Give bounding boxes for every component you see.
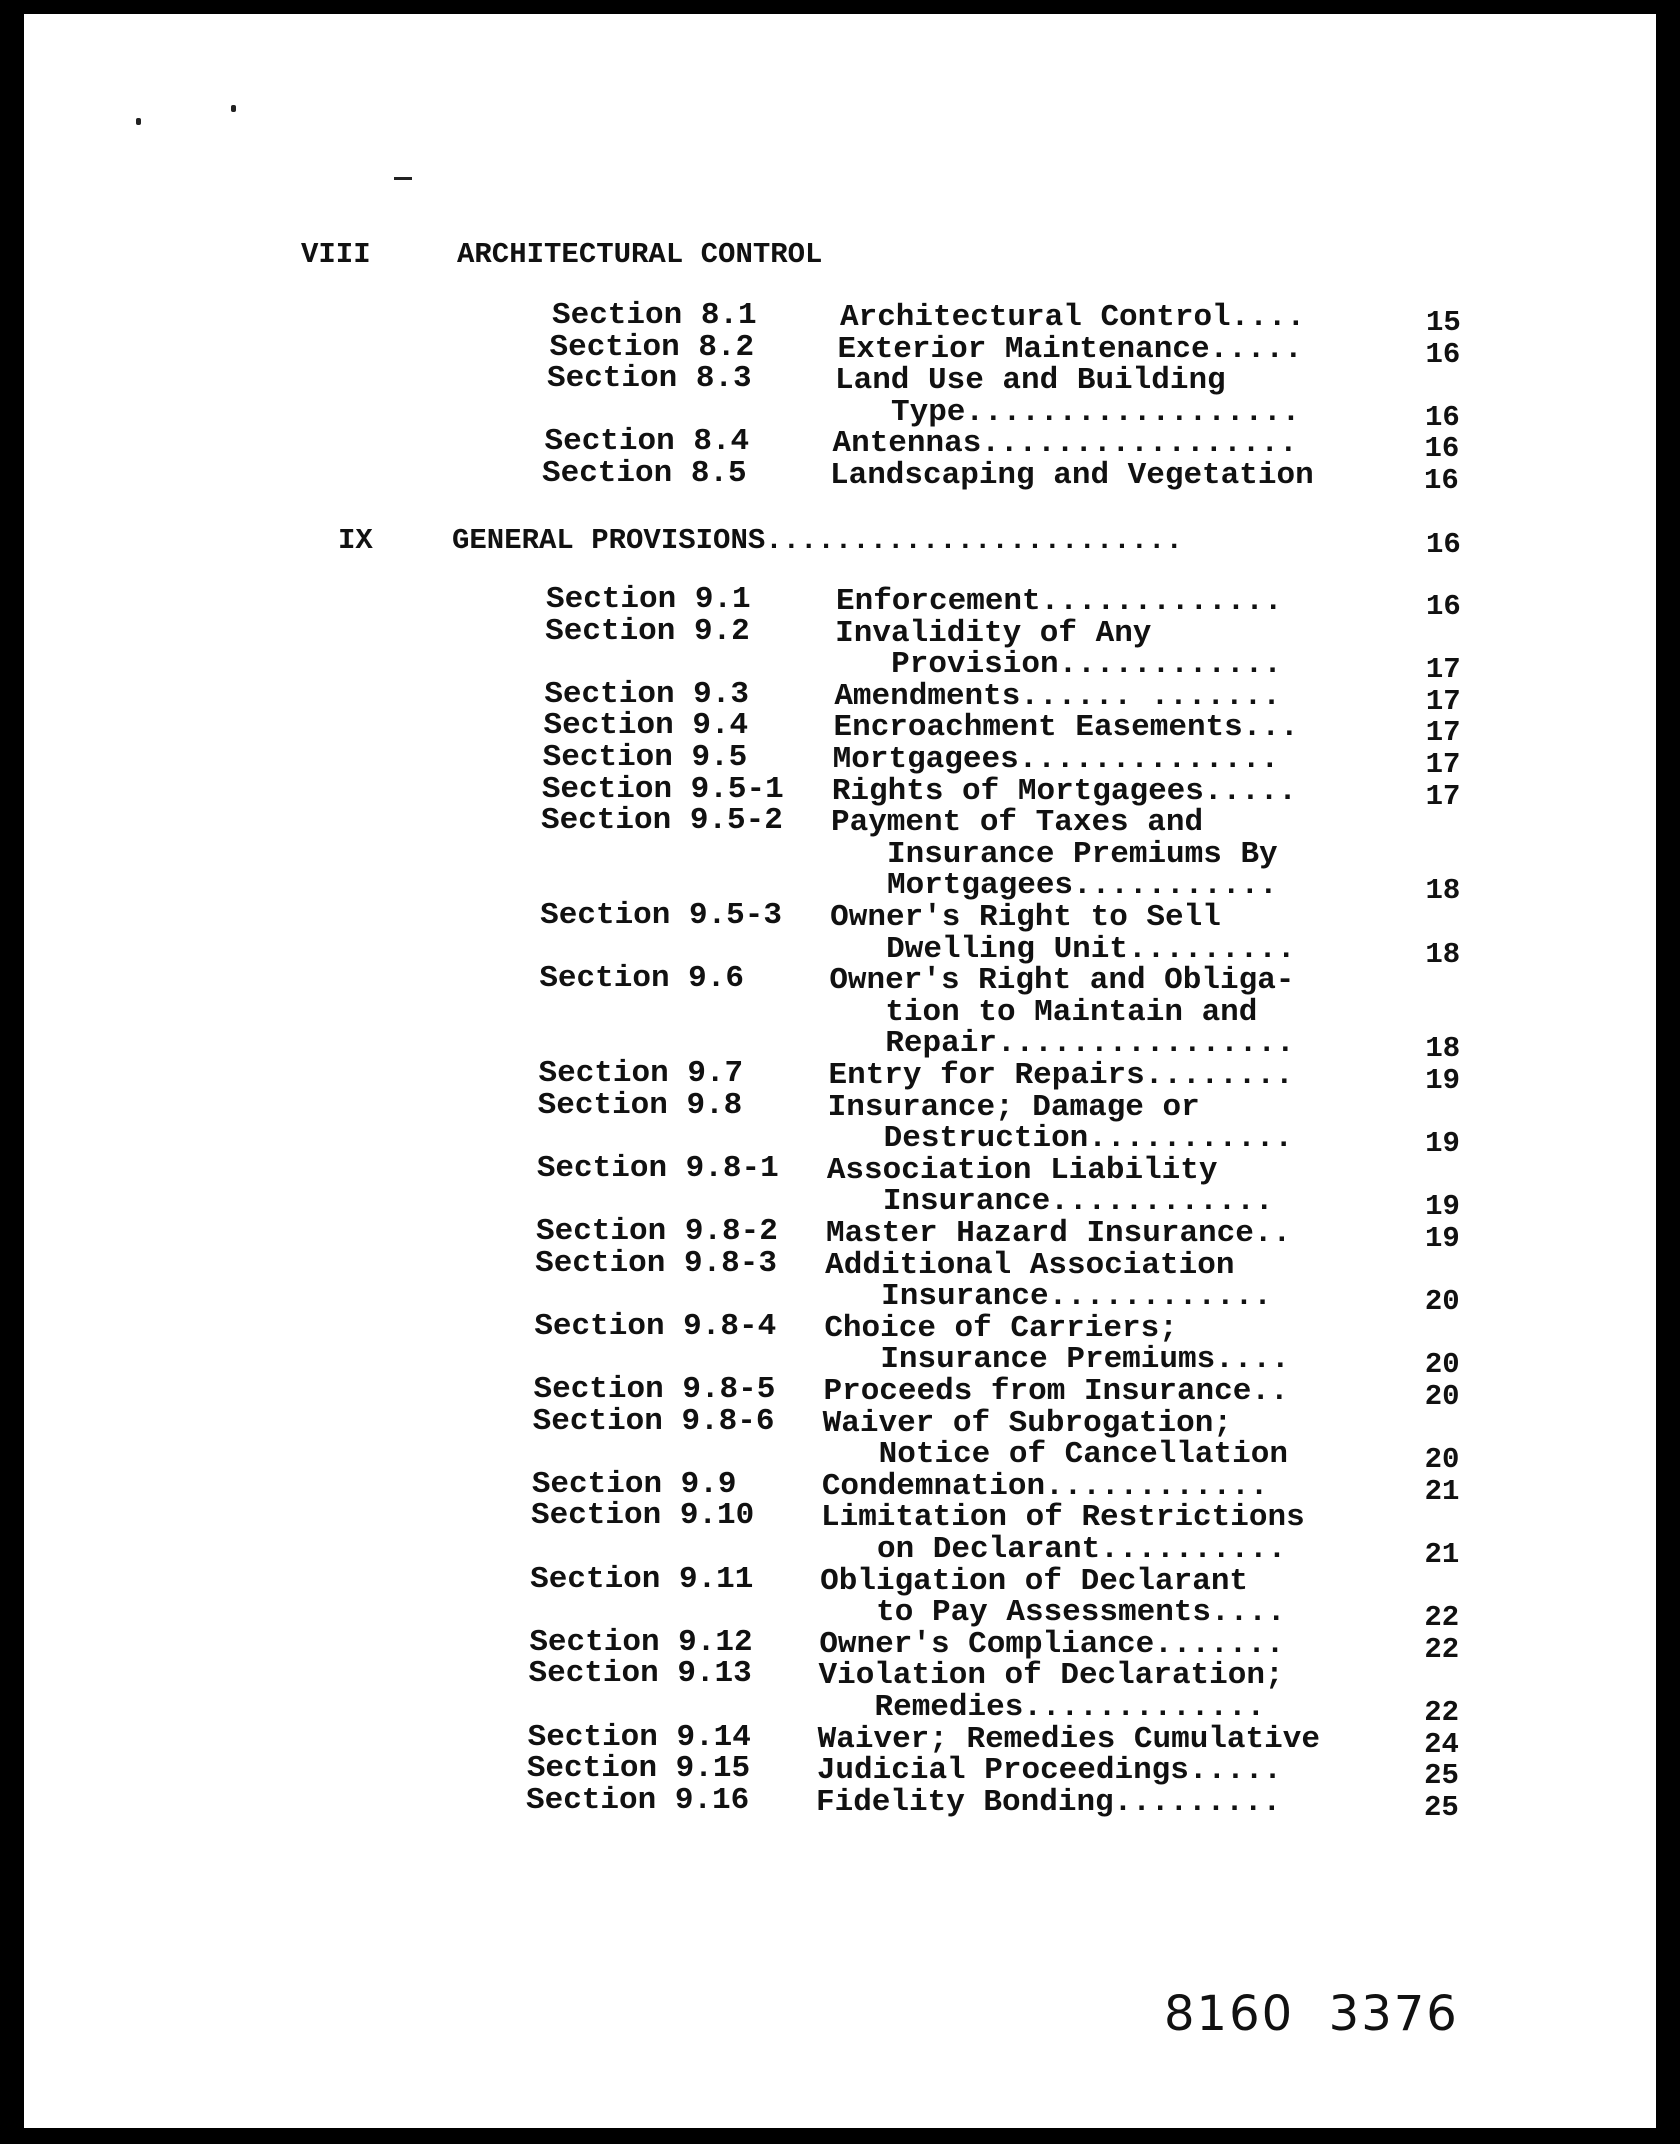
section-page-number: 16 [1424, 464, 1459, 497]
chapter-title: ARCHITECTURAL CONTROL [457, 238, 823, 271]
section-page-number: 19 [1425, 1222, 1460, 1255]
chapter-number: IX [338, 524, 373, 557]
section-page-number: 22 [1424, 1696, 1460, 1729]
section-title-line: tion to Maintain and [885, 994, 1258, 1030]
section-title-line: Violation of Declaration; [818, 1658, 1284, 1694]
section-title-line: Additional Association [825, 1247, 1235, 1283]
section-page-number: 18 [1425, 937, 1461, 971]
scan-speck [136, 118, 141, 125]
section-number: Section 9.13 [528, 1656, 752, 1692]
section-number: Section 9.8 [537, 1087, 743, 1123]
section-number: Section 8.5 [542, 456, 747, 491]
section-title-line: Owner's Compliance....... [819, 1626, 1285, 1662]
section-number: Section 9.3 [544, 676, 749, 712]
section-page-number: 21 [1424, 1538, 1460, 1571]
section-page-number: 18 [1425, 874, 1461, 908]
section-title-line: Destruction........... [883, 1121, 1293, 1157]
section-page-number: 17 [1425, 653, 1461, 687]
section-number: Section 9.9 [531, 1466, 737, 1502]
section-page-number: 15 [1426, 306, 1461, 339]
section-number: Section 9.8-5 [533, 1372, 776, 1407]
section-number: Section 9.15 [526, 1751, 751, 1787]
section-number: Section 8.2 [549, 329, 755, 365]
section-number: Section 9.8-3 [535, 1245, 777, 1281]
section-number: Section 9.8-1 [536, 1150, 779, 1186]
section-page-number: 19 [1425, 1190, 1460, 1224]
section-number: Section 9.10 [531, 1498, 755, 1534]
section-title-line: Insurance............ [882, 1184, 1274, 1220]
section-number: Section 9.2 [545, 613, 750, 649]
scan-speck [231, 105, 236, 112]
section-title-line: Condemnation............ [821, 1468, 1269, 1504]
section-page-number: 25 [1424, 1759, 1459, 1793]
section-title-line: Antennas................. [832, 426, 1298, 462]
section-title-line: Owner's Right to Sell [830, 900, 1221, 935]
section-title-line: Landscaping and Vegetation [830, 458, 1314, 493]
section-page-number: 20 [1424, 1348, 1460, 1382]
document-number: 8160 3376 [1164, 1986, 1459, 2042]
section-title-line: Insurance............ [881, 1279, 1272, 1315]
section-title-line: Type.................. [891, 394, 1301, 430]
section-page-number: 19 [1425, 1064, 1461, 1097]
section-page-number: 16 [1426, 590, 1461, 623]
section-page-number: 20 [1424, 1285, 1460, 1319]
section-number: Section 9.16 [526, 1782, 750, 1818]
section-number: Section 9.14 [527, 1719, 751, 1755]
section-page-number: 20 [1424, 1380, 1460, 1413]
section-page-number: 22 [1424, 1601, 1460, 1635]
chapter-number: VIII [301, 238, 371, 271]
section-title-line: to Pay Assessments.... [876, 1595, 1286, 1631]
section-title-line: Enforcement............. [836, 584, 1283, 619]
section-title-line: Association Liability [826, 1152, 1218, 1188]
section-title-line: Invalidity of Any [835, 615, 1152, 651]
section-title-line: Encroachment Easements... [833, 710, 1299, 746]
section-title-line: Insurance Premiums.... [880, 1342, 1290, 1378]
section-title-line: on Declarant.......... [877, 1532, 1287, 1567]
section-title-line: Mortgagees.............. [832, 742, 1280, 777]
section-title-line: Land Use and Building [835, 363, 1226, 399]
section-number: Section 9.4 [543, 708, 749, 744]
section-title-line: Master Hazard Insurance.. [826, 1216, 1292, 1251]
chapter-title-leader: ........................ [765, 524, 1183, 557]
section-page-number: 16 [1425, 400, 1460, 434]
section-page-number: 22 [1424, 1632, 1460, 1666]
document-page [24, 14, 1656, 2128]
section-title-line: Amendments...... ....... [834, 678, 1281, 714]
scan-speck [394, 177, 412, 180]
section-page-number: 21 [1424, 1474, 1460, 1508]
section-page-number: 17 [1425, 779, 1461, 813]
section-number: Section 9.5-1 [541, 771, 784, 807]
section-title-line: Dwelling Unit......... [886, 931, 1296, 967]
section-title-line: Repair................ [885, 1026, 1295, 1062]
section-number: Section 9.12 [529, 1624, 753, 1660]
section-number: Section 9.7 [538, 1056, 744, 1091]
section-page-number: 25 [1424, 1790, 1459, 1824]
section-number: Section 9.8-2 [536, 1214, 778, 1249]
section-number: Section 9.5-2 [541, 803, 783, 839]
section-page-number: 20 [1424, 1443, 1460, 1477]
section-number: Section 9.1 [546, 582, 751, 617]
chapter-title: GENERAL PROVISIONS [452, 524, 766, 557]
section-page-number: 19 [1425, 1127, 1460, 1161]
section-title-line: Judicial Proceedings..... [816, 1753, 1282, 1789]
chapter-page-number: 16 [1426, 528, 1461, 561]
section-title-line: Rights of Mortgagees..... [831, 773, 1297, 809]
section-number: Section 9.5-3 [540, 898, 782, 933]
section-title-line: Limitation of Restrictions [821, 1500, 1305, 1536]
section-title-line: Provision............ [891, 647, 1282, 683]
section-title-line: Entry for Repairs........ [828, 1058, 1294, 1093]
section-title-line: Notice of Cancellation [878, 1437, 1288, 1473]
section-title-line: Waiver of Subrogation; [822, 1405, 1232, 1441]
section-page-number: 17 [1425, 684, 1461, 718]
section-title-line: Proceeds from Insurance.. [823, 1374, 1289, 1409]
section-page-number: 24 [1424, 1727, 1459, 1761]
section-title-line: Payment of Taxes and [831, 805, 1204, 841]
section-title-line: Insurance; Damage or [827, 1089, 1200, 1125]
section-title-line: Obligation of Declarant [820, 1563, 1249, 1599]
section-number: Section 8.1 [552, 298, 757, 333]
section-number: Section 9.5 [542, 740, 748, 775]
section-title-line: Mortgagees........... [887, 868, 1278, 904]
section-title-line: Fidelity Bonding......... [816, 1784, 1282, 1820]
section-number: Section 9.8-4 [534, 1308, 777, 1344]
section-title-line: Choice of Carriers; [824, 1310, 1178, 1346]
section-title-line: Owner's Right and Obliga- [829, 963, 1295, 999]
section-number: Section 9.8-6 [532, 1403, 775, 1439]
section-page-number: 16 [1425, 337, 1461, 371]
section-number: Section 8.3 [547, 361, 752, 397]
section-number: Section 9.6 [539, 961, 744, 997]
section-page-number: 17 [1425, 748, 1461, 781]
section-title-line: Remedies............. [874, 1690, 1266, 1725]
section-page-number: 17 [1425, 716, 1461, 750]
section-page-number: 16 [1424, 432, 1460, 466]
section-page-number: 18 [1425, 1032, 1461, 1066]
section-number: Section 8.4 [544, 424, 750, 460]
section-title-line: Waiver; Remedies Cumulative [817, 1721, 1320, 1757]
section-number: Section 9.11 [530, 1561, 754, 1597]
section-title-line: Insurance Premiums By [887, 836, 1278, 872]
section-title-line: Exterior Maintenance..... [837, 331, 1303, 367]
section-title-line: Architectural Control.... [840, 300, 1306, 335]
